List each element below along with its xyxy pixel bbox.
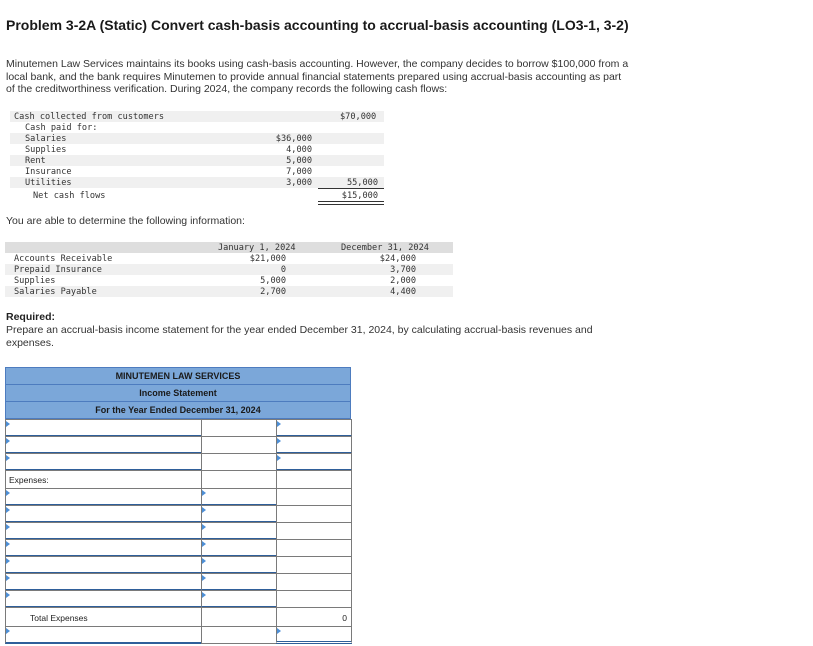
double-rule — [318, 201, 384, 205]
net-income-label-input[interactable] — [5, 626, 202, 644]
expense-amount-input-4[interactable] — [201, 539, 277, 557]
net-income-blank-cell — [201, 626, 277, 644]
balance-jan: 0 — [280, 265, 286, 275]
expenses-blank-cell — [276, 470, 352, 489]
balance-dec: 2,000 — [390, 276, 416, 286]
balance-jan: 2,700 — [260, 287, 286, 297]
revenue-blank-cell-2 — [201, 436, 277, 454]
statement-name: Income Statement — [5, 384, 351, 402]
cash-collected-label: Cash collected from customers — [14, 112, 165, 122]
total-expenses-value-cell — [276, 607, 352, 627]
balance-dec: 3,700 — [390, 265, 416, 275]
cash-item-value: 4,000 — [286, 145, 312, 155]
revenue-amount-input-2[interactable] — [276, 436, 352, 454]
cash-paid-for-label: Cash paid for: — [25, 123, 98, 133]
balances-col-jan: January 1, 2024 — [218, 243, 296, 253]
balance-dec: 4,400 — [390, 287, 416, 297]
expense-amount-input-2[interactable] — [201, 505, 277, 523]
cash-item-label: Salaries — [25, 134, 67, 144]
expense-label-input-7[interactable] — [5, 590, 202, 608]
info-text: You are able to determine the following information: — [6, 215, 245, 227]
cash-item-label: Insurance — [25, 167, 72, 177]
cash-item-value: 3,000 — [286, 178, 312, 188]
balances-col-dec: December 31, 2024 — [341, 243, 429, 253]
balance-label: Accounts Receivable — [14, 254, 113, 264]
expense-label-input-6[interactable] — [5, 573, 202, 591]
expenses-label: Expenses: — [9, 475, 49, 485]
revenue-blank-cell-1 — [201, 419, 277, 437]
cash-paid-total: 55,000 — [346, 178, 378, 188]
required-line: expenses. — [6, 336, 54, 349]
balance-jan: 5,000 — [260, 276, 286, 286]
expense-amount-input-7[interactable] — [201, 590, 277, 608]
expense-blank-cell-4 — [276, 539, 352, 557]
revenue-amount-input-3[interactable] — [276, 453, 352, 471]
total-expenses-label: Total Expenses — [30, 613, 88, 623]
expense-amount-input-1[interactable] — [201, 488, 277, 506]
expense-label-input-4[interactable] — [5, 539, 202, 557]
net-cash-label: Net cash flows — [33, 191, 106, 201]
net-cash-value: $15,000 — [341, 191, 378, 201]
total-rule — [318, 188, 384, 189]
revenue-label-input-3[interactable] — [5, 453, 202, 471]
cash-item-label: Rent — [25, 156, 46, 166]
statement-company: MINUTEMEN LAW SERVICES — [5, 367, 351, 385]
required-heading: Required: — [6, 311, 56, 323]
expenses-label-cell — [5, 470, 202, 489]
problem-title: Problem 3-2A (Static) Convert cash-basis accounting to accrual-basis accounting (LO3-1, 3-2) — [6, 17, 629, 33]
total-expenses-blank-cell — [201, 607, 277, 627]
balance-label: Supplies — [14, 276, 56, 286]
cash-item-value: 5,000 — [286, 156, 312, 166]
cash-item-label: Supplies — [25, 145, 67, 155]
expense-amount-input-6[interactable] — [201, 573, 277, 591]
expense-blank-cell-2 — [276, 505, 352, 523]
cash-row-shade — [10, 155, 384, 166]
expense-label-input-1[interactable] — [5, 488, 202, 506]
intro-line: local bank, and the bank requires Minutemen to provide annual financial statements prepared using accrual-basis accounting as part — [6, 70, 622, 83]
expense-label-input-3[interactable] — [5, 522, 202, 540]
cash-item-label: Utilities — [25, 178, 72, 188]
net-income-amount-input[interactable] — [276, 626, 352, 644]
balance-dec: $24,000 — [379, 254, 416, 264]
required-text — [6, 324, 696, 349]
cash-item-value: 7,000 — [286, 167, 312, 177]
cash-collected-value: $70,000 — [340, 112, 377, 122]
revenue-label-input-1[interactable] — [5, 419, 202, 437]
cash-item-value: $36,000 — [275, 134, 312, 144]
expense-blank-cell-1 — [276, 488, 352, 506]
expense-amount-input-5[interactable] — [201, 556, 277, 574]
balance-label: Prepaid Insurance — [14, 265, 102, 275]
expense-blank-cell-3 — [276, 522, 352, 540]
revenue-amount-input-1[interactable] — [276, 419, 352, 437]
expense-blank-cell-6 — [276, 573, 352, 591]
revenue-blank-cell-3 — [201, 453, 277, 471]
expense-label-input-5[interactable] — [5, 556, 202, 574]
problem-intro — [6, 58, 706, 96]
expense-label-input-2[interactable] — [5, 505, 202, 523]
intro-line: of the creditworthiness verification. During 2024, the company records the following cash flows: — [6, 83, 448, 95]
total-expenses-label-cell — [5, 607, 202, 627]
expense-blank-cell-7 — [276, 590, 352, 608]
statement-period: For the Year Ended December 31, 2024 — [5, 401, 351, 419]
expense-blank-cell-5 — [276, 556, 352, 574]
balance-jan: $21,000 — [249, 254, 286, 264]
expense-amount-input-3[interactable] — [201, 522, 277, 540]
balance-label: Salaries Payable — [14, 287, 97, 297]
intro-line: Minutemen Law Services maintains its books using cash-basis accounting. However, the company decides to borrow $100,000 from a — [6, 58, 629, 70]
expenses-blank-cell — [201, 470, 277, 489]
revenue-label-input-2[interactable] — [5, 436, 202, 454]
required-line: Prepare an accrual-basis income statement for the year ended December 31, 2024, by calculating accrual-basis revenues and — [6, 324, 593, 336]
total-expenses-value: 0 — [342, 613, 347, 623]
